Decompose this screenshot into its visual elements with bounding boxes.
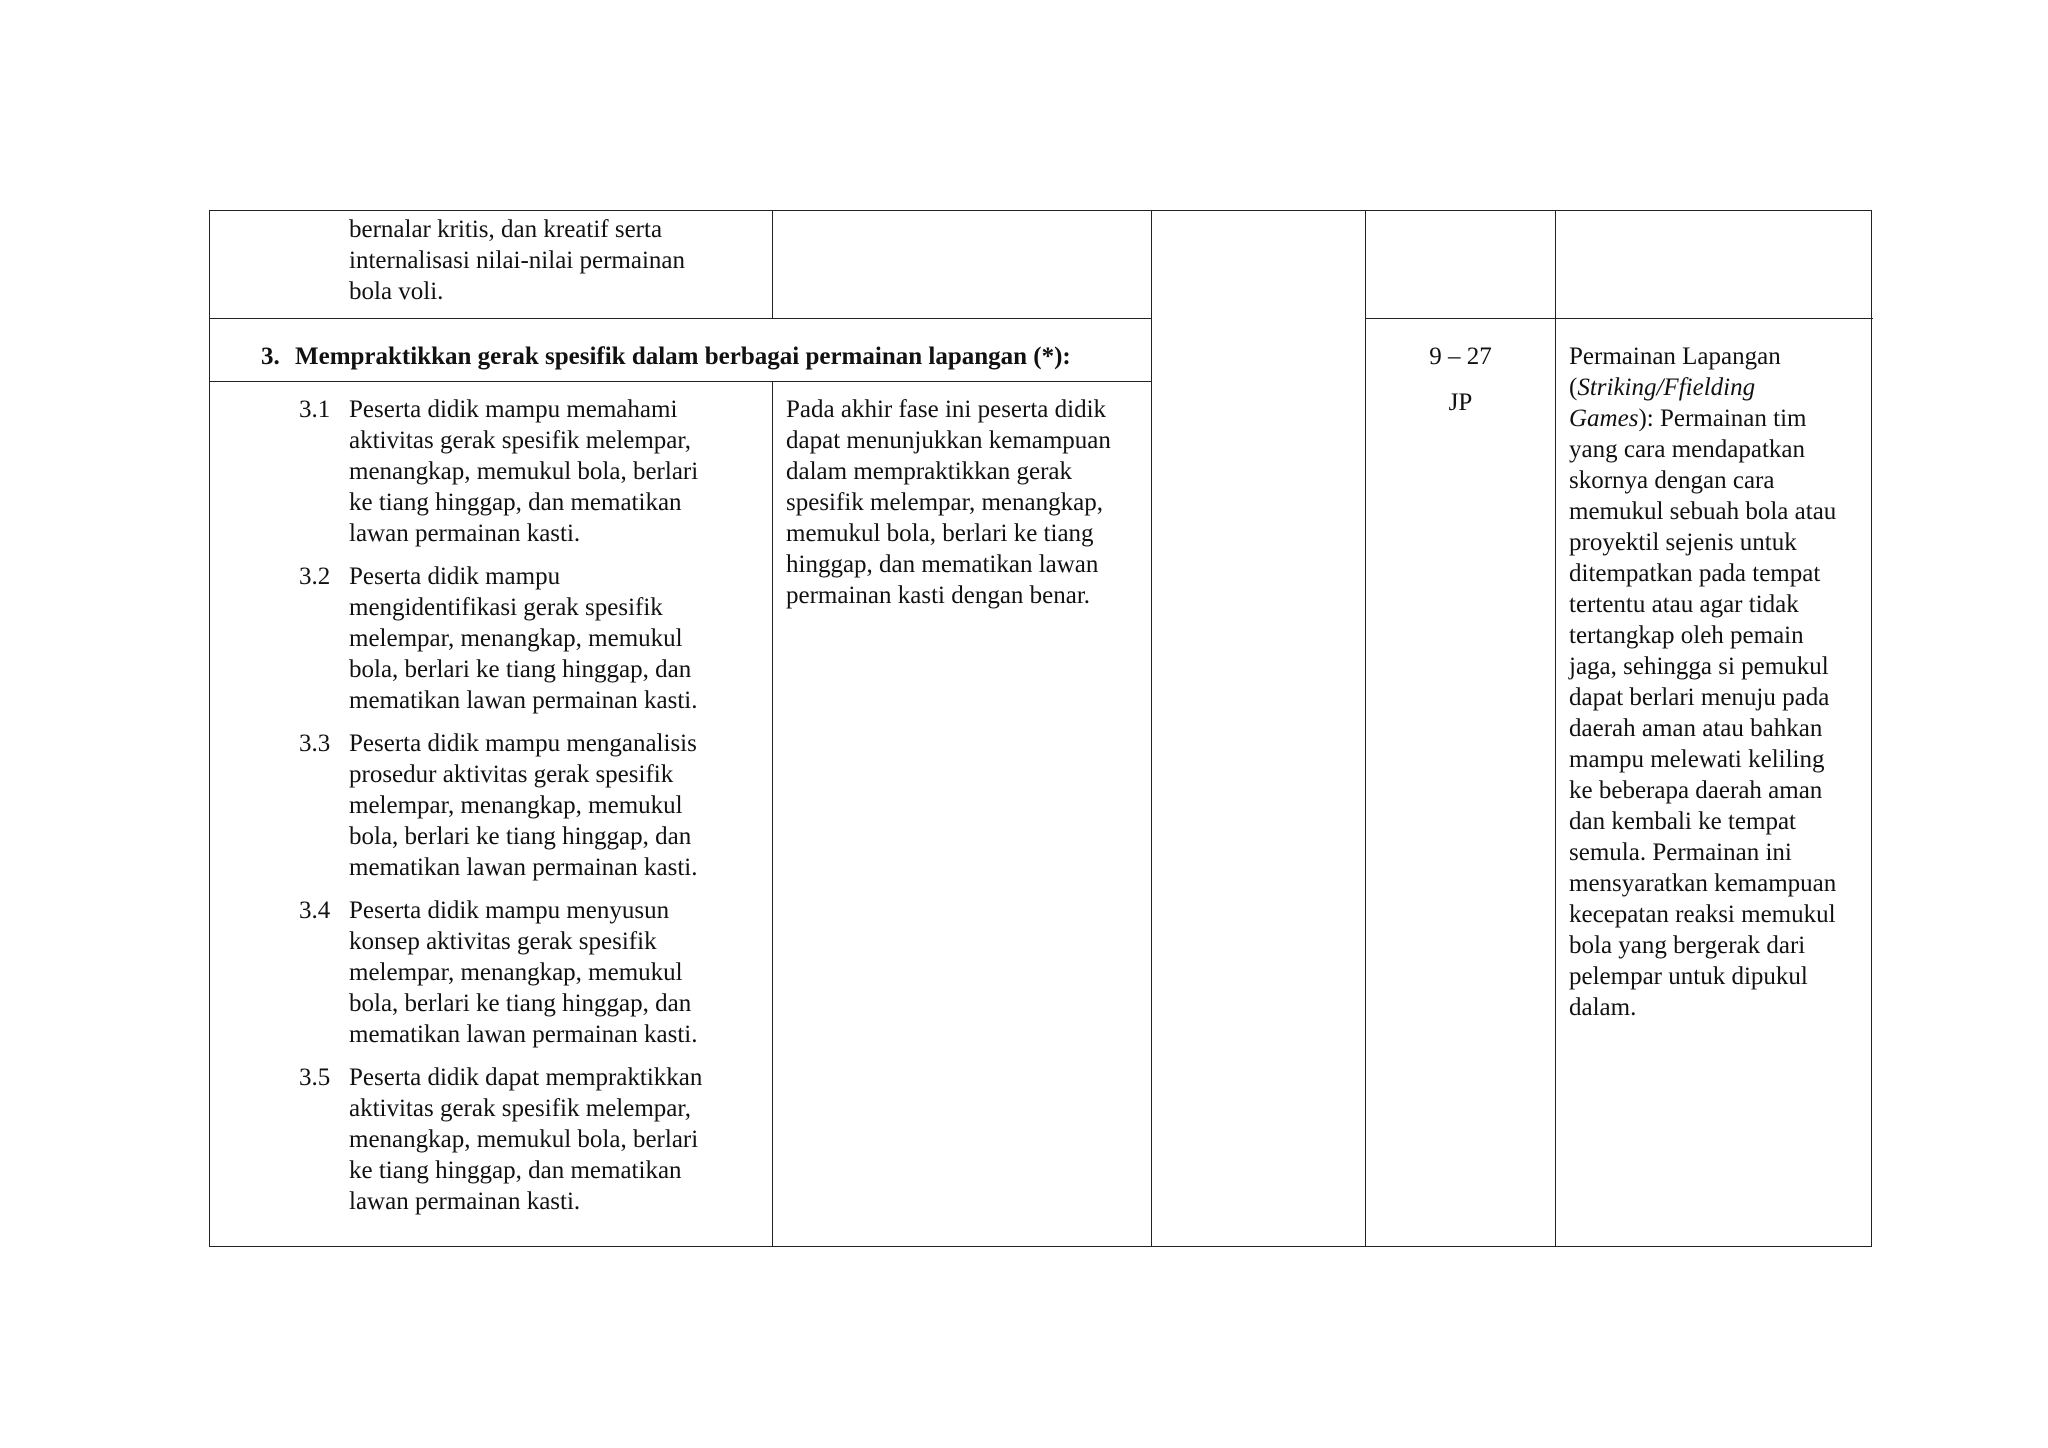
- objective-text: [349, 895, 698, 1050]
- objective-line: Peserta didik mampu: [349, 563, 561, 590]
- description-line: [1569, 372, 1863, 403]
- empty-column-cell: [1152, 211, 1366, 1246]
- outcome-cell: [773, 382, 1152, 1246]
- section-title: Mempraktikkan gerak spesifik dalam berbagai permainan lapangan (*):: [295, 343, 1071, 370]
- objective-line: lawan permainan kasti.: [349, 520, 581, 547]
- objective-line: Peserta didik mampu menyusun: [349, 897, 670, 924]
- objective-line: ke tiang hinggap, dan mematikan: [349, 1157, 682, 1184]
- objectives-cell: [210, 382, 773, 1246]
- outcome-line: memukul bola, berlari ke tiang: [786, 520, 1094, 547]
- objective-line: konsep aktivitas gerak spesifik: [349, 928, 657, 955]
- continuation-description-cell: [1556, 211, 1873, 319]
- description-line: kecepatan reaksi memukul: [1569, 901, 1836, 928]
- objective-line: melempar, menangkap, memukul: [349, 959, 683, 986]
- objective-line: aktivitas gerak spesifik melempar,: [349, 427, 691, 454]
- description-line: ke beberapa daerah aman: [1569, 777, 1823, 804]
- objective-number: 3.4: [299, 897, 331, 924]
- outcome-line: permainan kasti dengan benar.: [786, 582, 1091, 609]
- objective-line: Peserta didik dapat mempraktikkan: [349, 1064, 703, 1091]
- description-line: bola yang bergerak dari: [1569, 932, 1806, 959]
- description-line: semula. Permainan ini: [1569, 839, 1792, 866]
- objective-line: Peserta didik mampu memahami: [349, 396, 678, 423]
- description-line: skornya dengan cara: [1569, 467, 1775, 494]
- objective-line: bola, berlari ke tiang hinggap, dan: [349, 990, 692, 1017]
- description-line: mampu melewati keliling: [1569, 746, 1825, 773]
- continuation-line: bola voli.: [349, 278, 444, 305]
- objective-line: lawan permainan kasti.: [349, 1188, 581, 1215]
- description-line: proyektil sejenis untuk: [1569, 529, 1797, 556]
- continuation-outcome-cell: [773, 211, 1152, 319]
- description-line: daerah aman atau bahkan: [1569, 715, 1823, 742]
- description-line: pelempar untuk dipukul: [1569, 963, 1808, 990]
- description-cell: [1556, 319, 1873, 1246]
- continuation-text-cell: [210, 211, 773, 319]
- objective-text: [349, 728, 698, 883]
- description-line: mensyaratkan kemampuan: [1569, 870, 1837, 897]
- objective-line: prosedur aktivitas gerak spesifik: [349, 761, 674, 788]
- description-line: dapat berlari menuju pada: [1569, 684, 1830, 711]
- paren-open: (: [1569, 374, 1578, 401]
- objective-line: mematikan lawan permainan kasti.: [349, 687, 698, 714]
- section-heading: [210, 319, 1152, 382]
- description-line: memukul sebuah bola atau: [1569, 498, 1837, 525]
- objective-item: [299, 561, 764, 716]
- objective-item: [299, 1062, 764, 1217]
- description-line: dalam.: [1569, 994, 1637, 1021]
- outcome-line: Pada akhir fase ini peserta didik: [786, 396, 1107, 423]
- description-line: tertentu atau agar tidak: [1569, 591, 1799, 618]
- objective-line: mematikan lawan permainan kasti.: [349, 1021, 698, 1048]
- objective-item: [299, 895, 764, 1050]
- objective-text: [349, 1062, 702, 1217]
- objective-line: melempar, menangkap, memukul: [349, 792, 683, 819]
- objective-line: Peserta didik mampu menganalisis: [349, 730, 697, 757]
- continuation-line: bernalar kritis, dan kreatif serta: [349, 216, 663, 243]
- description-line: yang cara mendapatkan: [1569, 436, 1805, 463]
- outcome-line: spesifik melempar, menangkap,: [786, 489, 1103, 516]
- objective-number: 3.1: [299, 396, 331, 423]
- description-title: Permainan Lapangan: [1569, 343, 1781, 370]
- objective-line: menangkap, memukul bola, berlari: [349, 458, 699, 485]
- description-line: ditempatkan pada tempat: [1569, 560, 1821, 587]
- description-text: ): Permainan tim: [1638, 405, 1807, 432]
- objective-line: aktivitas gerak spesifik melempar,: [349, 1095, 691, 1122]
- curriculum-table: [209, 210, 1872, 1247]
- objective-text: [349, 561, 698, 716]
- description-line: dan kembali ke tempat: [1569, 808, 1797, 835]
- objective-line: bola, berlari ke tiang hinggap, dan: [349, 823, 692, 850]
- objective-line: ke tiang hinggap, dan mematikan: [349, 489, 682, 516]
- section-number: 3.: [261, 343, 280, 370]
- outcome-line: hinggap, dan mematikan lawan: [786, 551, 1099, 578]
- continuation-line: internalisasi nilai-nilai permainan: [349, 247, 685, 274]
- objective-item: [299, 728, 764, 883]
- outcome-line: dapat menunjukkan kemampuan: [786, 427, 1111, 454]
- objective-number: 3.5: [299, 1064, 331, 1091]
- description-italic-term: Games: [1569, 405, 1639, 432]
- time-allocation-cell: [1366, 319, 1556, 1246]
- objective-line: mematikan lawan permainan kasti.: [349, 854, 698, 881]
- continuation-time-cell: [1366, 211, 1556, 319]
- objective-number: 3.3: [299, 730, 331, 757]
- description-line: [1569, 403, 1863, 434]
- objective-line: melempar, menangkap, memukul: [349, 625, 683, 652]
- objective-item: [299, 394, 764, 549]
- description-line: jaga, sehingga si pemukul: [1569, 653, 1829, 680]
- time-unit: JP: [1448, 389, 1473, 416]
- outcome-line: dalam mempraktikkan gerak: [786, 458, 1072, 485]
- objective-number: 3.2: [299, 563, 331, 590]
- description-line: tertangkap oleh pemain: [1569, 622, 1804, 649]
- objective-line: menangkap, memukul bola, berlari: [349, 1126, 699, 1153]
- objective-text: [349, 394, 698, 549]
- objective-line: bola, berlari ke tiang hinggap, dan: [349, 656, 692, 683]
- description-italic-term: Striking/Ffielding: [1577, 374, 1756, 401]
- time-range: 9 – 27: [1429, 343, 1492, 370]
- objective-line: mengidentifikasi gerak spesifik: [349, 594, 663, 621]
